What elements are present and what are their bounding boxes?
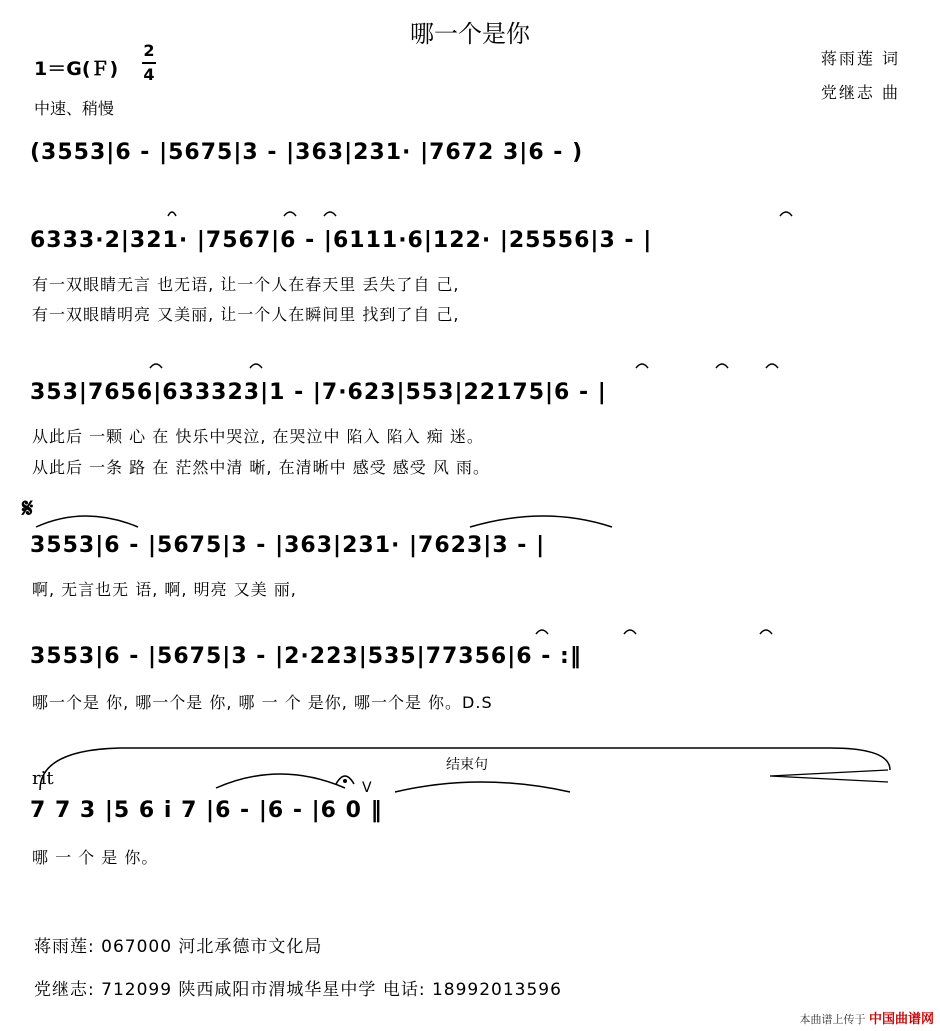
- breath-mark: V: [362, 780, 372, 796]
- notation-row-6: 7 7 3 |5 6 i 7 |6 - |6 - |6 0 ‖: [30, 798, 383, 823]
- slur-row4-b: [470, 516, 612, 527]
- time-bottom: 4: [143, 65, 155, 84]
- composer-credit: 党继志 曲: [820, 83, 900, 102]
- notation-row-4: 3553|6 - |5675|3 - |363|231· |7623|3 - |: [30, 533, 546, 558]
- lyric-row-4: 啊, 无言也无 语, 啊, 明亮 又美 丽,: [32, 580, 297, 599]
- slur-row6-a: [216, 774, 345, 788]
- time-top: 2: [143, 41, 155, 60]
- slur-row4-a: [36, 516, 138, 527]
- lyricist-credit: 蒋雨莲 词: [820, 49, 900, 68]
- composer-address: 党继志: 712099 陕西咸阳市渭城华星中学 电话: 18992013596: [34, 980, 562, 1000]
- lyric-row-5: 哪一个是 你, 哪一个是 你, 哪 一 个 是你, 哪一个是 你。D.S: [32, 693, 493, 712]
- lyric-row-3-verse-2: 从此后 一条 路 在 茫然中清 晰, 在清晰中 感受 感受 风 雨。: [32, 458, 490, 477]
- song-title: 哪一个是你: [410, 20, 530, 48]
- slur-row6-b: [395, 782, 570, 792]
- site-logo: 中国曲谱网: [868, 1012, 934, 1027]
- lyricist-address: 蒋雨莲: 067000 河北承德市文化局: [34, 937, 323, 957]
- notation-row-5: 3553|6 - |5675|3 - |2·223|535|77356|6 - :‖: [30, 644, 582, 669]
- lyric-row-2-verse-1: 有一双眼睛无言 也无语, 让一个人在春天里 丢失了自 己,: [32, 275, 460, 294]
- lyric-row-6: 哪 一 个 是 你。: [32, 848, 159, 867]
- key-signature: 1＝G(Ｆ): [34, 58, 119, 80]
- tempo-marking: 中速、稍慢: [34, 99, 115, 118]
- notation-row-3: 353|7656|633323|1 - |7·623|553|22175|6 - |: [30, 380, 607, 405]
- lyric-row-3-verse-1: 从此后 一颗 心 在 快乐中哭泣, 在哭泣中 陷入 陷入 痴 迷。: [32, 427, 484, 446]
- lyric-row-2-verse-2: 有一双眼睛明亮 又美丽, 让一个人在瞬间里 找到了自 己,: [32, 305, 460, 324]
- notation-row-2: 6333·2|321· |7567|6 - |6111·6|122· |25556|3 - |: [30, 228, 653, 253]
- footer-prefix: 本曲谱上传于: [799, 1013, 866, 1026]
- phrase-line-row6: [40, 748, 890, 790]
- notation-row-1: (3553|6 - |5675|3 - |363|231· |7672 3|6 - ): [30, 140, 584, 165]
- segno-sign: 𝄋: [22, 494, 34, 524]
- rit-marking: rit: [32, 768, 54, 789]
- ending-label: 结束句: [446, 757, 488, 773]
- decrescendo: [770, 770, 888, 782]
